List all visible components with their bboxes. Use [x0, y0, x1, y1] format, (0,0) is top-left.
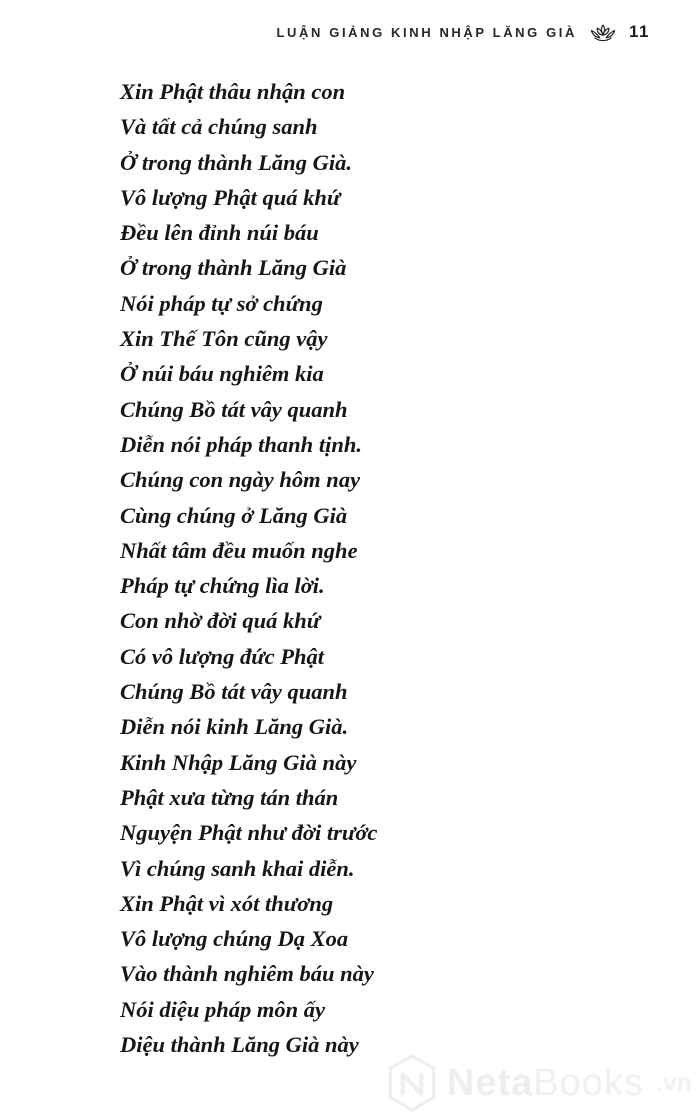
verse-line: Con nhờ đời quá khứ — [120, 608, 321, 634]
verse-line: Chúng Bồ tát vây quanh — [120, 396, 348, 422]
verse-line: Ở trong thành Lăng Già. — [120, 149, 352, 175]
page-header — [277, 22, 650, 42]
verse-line: Chúng con ngày hôm nay — [120, 467, 361, 493]
verse-line: Xin Thế Tôn cũng vậy — [120, 326, 328, 352]
watermark-suffix: .vn — [655, 1068, 692, 1097]
verse-line: Diễn nói pháp thanh tịnh. — [120, 431, 362, 457]
watermark-brand-part1: Neta — [446, 1062, 534, 1104]
watermark-brand-part2: Books — [533, 1062, 644, 1104]
verse-line: Kinh Nhập Lăng Già này — [120, 749, 357, 775]
verse-line: Nói pháp tự sở chứng — [120, 290, 323, 316]
page-number: 11 — [629, 22, 650, 41]
book-title: LUẬN GIẢNG KINH NHẬP LĂNG GIÀ — [276, 24, 578, 40]
verse-block — [120, 74, 377, 1062]
verse-line: Ở trong thành Lăng Già — [120, 255, 347, 281]
verse-line: Xin Phật vì xót thương — [120, 890, 334, 916]
verse-line: Đều lên đỉnh núi báu — [120, 220, 319, 246]
netabooks-watermark — [387, 1054, 692, 1112]
verse-line: Nhất tâm đều muốn nghe — [120, 537, 358, 563]
verse-line: Vô lượng chúng Dạ Xoa — [120, 926, 349, 952]
verse-line: Vì chúng sanh khai diễn. — [120, 855, 355, 881]
verse-line: Chúng Bồ tát vây quanh — [120, 679, 348, 705]
verse-line: Vào thành nghiêm báu này — [120, 961, 374, 987]
lotus-icon — [589, 23, 617, 42]
verse-line: Ở núi báu nghiêm kia — [120, 361, 324, 387]
verse-line: Và tất cả chúng sanh — [120, 114, 318, 140]
verse-line: Nói diệu pháp môn ấy — [120, 996, 326, 1022]
verse-line: Diệu thành Lăng Già này — [120, 1032, 359, 1058]
verse-line: Nguyện Phật như đời trước — [120, 820, 378, 846]
watermark-brand-text — [447, 1064, 644, 1102]
verse-line: Xin Phật thâu nhận con — [120, 79, 346, 104]
verse-line: Có vô lượng đức Phật — [120, 643, 325, 669]
verse-line: Phật xưa từng tán thán — [120, 784, 339, 810]
verse-line: Pháp tự chứng lìa lời. — [120, 573, 325, 599]
verse-line: Vô lượng Phật quá khứ — [120, 184, 341, 210]
hexagon-n-logo-icon — [387, 1054, 437, 1112]
verse-line: Diễn nói kinh Lăng Già. — [120, 714, 349, 740]
verse-line: Cùng chúng ở Lăng Già — [120, 502, 348, 528]
